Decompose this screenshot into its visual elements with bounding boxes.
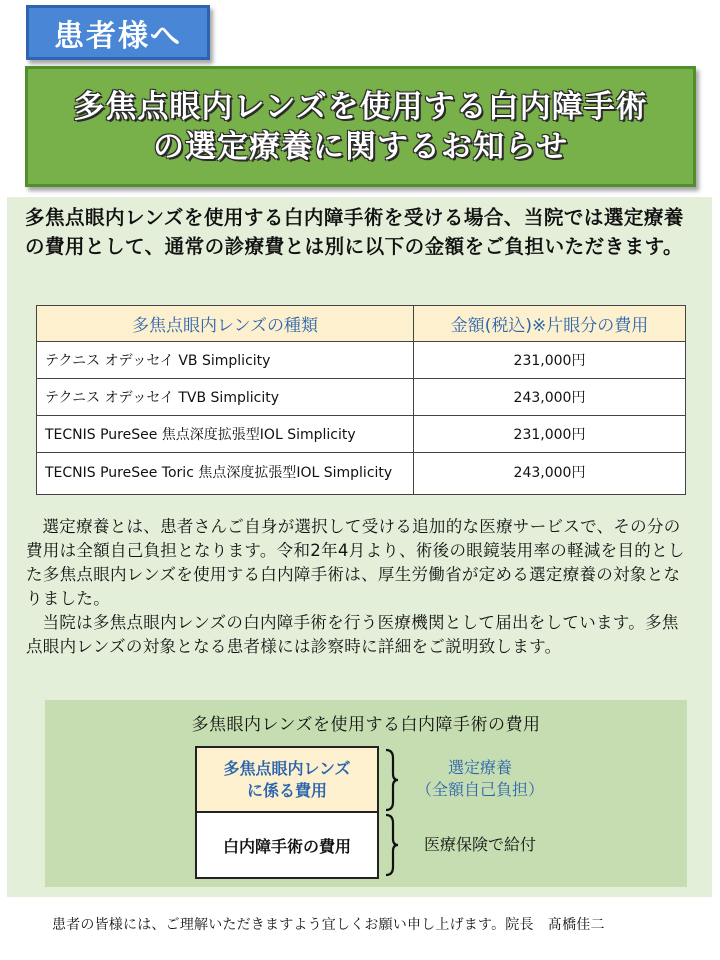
price-cell: 243,000円	[414, 379, 686, 416]
surgery-cost-cell: 白内障手術の費用	[195, 811, 379, 879]
table-row	[37, 379, 686, 416]
lens-cost-line-2: に係る費用	[246, 780, 327, 800]
price-table	[36, 305, 686, 495]
intro-text: 多焦点眼内レンズを使用する白内障手術を受ける場合、当院では選定療養の費用として、通常の診療費とは別に以下の金額をご負担いただきます。	[25, 206, 684, 258]
lens-name-cell: TECNIS PureSee 焦点深度拡張型IOL Simplicity	[37, 416, 414, 453]
cost-diagram	[45, 700, 687, 887]
price-cell: 231,000円	[414, 416, 686, 453]
price-cell: 243,000円	[414, 453, 686, 495]
cost-diagram-title: 多焦眼内レンズを使用する白内障手術の費用	[191, 715, 541, 735]
notice-content	[7, 197, 712, 897]
explanation-paragraph-2: 当院は多焦点眼内レンズの白内障手術を行う医療機関として届出をしています。多焦点眼内レンズの対象となる患者様には診察時に詳細をご説明致します。	[26, 613, 679, 656]
table-header-row	[37, 306, 686, 342]
selective-care-line-2: （全額自己負担）	[415, 780, 544, 799]
brace-icon	[384, 813, 400, 877]
lens-cost-line-1: 多焦点眼内レンズ	[223, 758, 351, 778]
insurance-label: 医療保険で給付	[423, 835, 536, 854]
footer-message: 患者の皆様には、ご理解いただきますよう宜しくお願い申し上げます。院長 髙橋佳二	[52, 917, 605, 933]
brace-icon	[384, 748, 400, 812]
selective-care-label	[402, 757, 558, 801]
price-cell: 231,000円	[414, 342, 686, 379]
table-row	[37, 342, 686, 379]
column-header-lens-type: 多焦点眼内レンズの種類	[37, 306, 414, 342]
title-line-2: の選定療養に関するお知らせ	[152, 128, 569, 165]
lens-name-cell: テクニス オデッセイ TVB Simplicity	[37, 379, 414, 416]
title-line-1: 多焦点眼内レンズを使用する白内障手術	[73, 88, 648, 125]
lens-name-cell: テクニス オデッセイ VB Simplicity	[37, 342, 414, 379]
explanation-paragraph-1: 選定療養とは、患者さんご自身が選択して受ける追加的な医療サービスで、その分の費用は全額自己負担となります。令和2年4月より、術後の眼鏡装用率の軽減を目的とした多焦点眼内レンズを使用する白内障手術は、厚生労働省が定める選定療養の対象となりました。	[26, 517, 685, 608]
page-title	[25, 66, 696, 187]
lens-name-cell: TECNIS PureSee Toric 焦点深度拡張型IOL Simplicity	[37, 453, 414, 495]
audience-badge: 患者様へ	[26, 5, 210, 60]
table-row	[37, 416, 686, 453]
column-header-price: 金額(税込)※片眼分の費用	[414, 306, 686, 342]
table-row	[37, 453, 686, 495]
lens-cost-cell	[195, 746, 379, 813]
explanation-text	[26, 515, 694, 659]
selective-care-line-1: 選定療養	[447, 758, 512, 777]
